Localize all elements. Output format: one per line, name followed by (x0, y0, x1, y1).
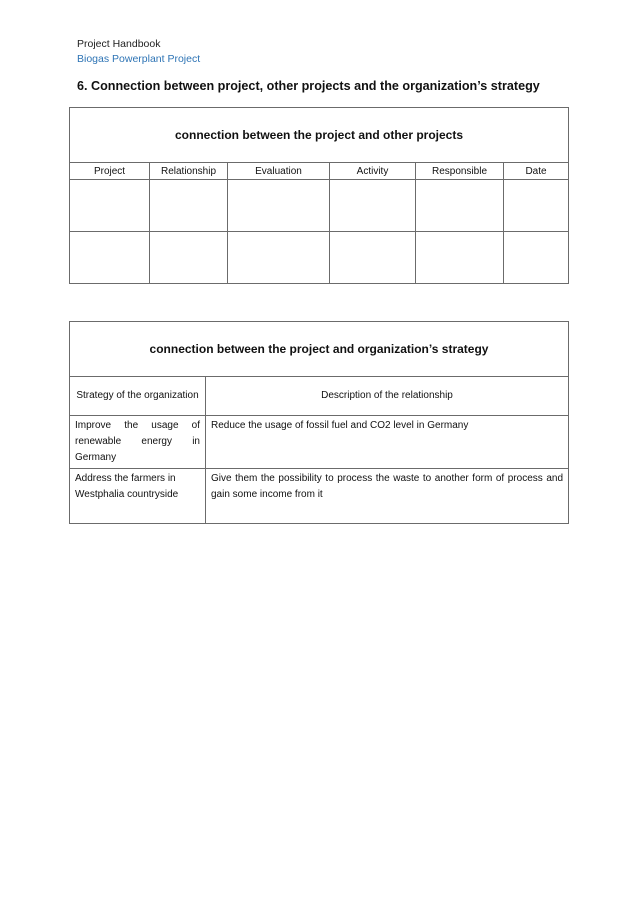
table-cell (150, 232, 228, 284)
column-header-evaluation: Evaluation (228, 163, 330, 180)
table-cell (70, 232, 150, 284)
column-header-date: Date (504, 163, 569, 180)
header-project-handbook: Project Handbook (77, 38, 161, 50)
table-cell (504, 180, 569, 232)
column-header-relationship: Relationship (150, 163, 228, 180)
table-row (70, 180, 569, 232)
table-cell (228, 232, 330, 284)
description-cell: Reduce the usage of fossil fuel and CO2 level in Germany (206, 416, 569, 469)
column-header-description: Description of the relationship (206, 377, 569, 416)
table-cell (416, 180, 504, 232)
other-projects-table (69, 107, 569, 284)
table-caption: connection between the project and other projects (70, 108, 569, 163)
table-cell (330, 180, 416, 232)
table-cell (70, 180, 150, 232)
table-cell (330, 232, 416, 284)
table-cell (416, 232, 504, 284)
table-row (70, 416, 569, 469)
table-caption: connection between the project and organization’s strategy (70, 322, 569, 377)
column-header-project: Project (70, 163, 150, 180)
table-cell (150, 180, 228, 232)
column-header-strategy: Strategy of the organization (70, 377, 206, 416)
header-project-name: Biogas Powerplant Project (77, 53, 201, 65)
description-cell: Give them the possibility to process the waste to another form of process and gain some income from it (206, 469, 569, 524)
table-cell (504, 232, 569, 284)
section-title: 6. Connection between project, other projects and the organization’s strategy (77, 79, 540, 93)
column-header-responsible: Responsible (416, 163, 504, 180)
table-row (70, 232, 569, 284)
organization-strategy-table (69, 321, 569, 524)
table-row (70, 469, 569, 524)
table-cell (228, 180, 330, 232)
strategy-cell: Address the farmers in Westphalia countryside (70, 469, 206, 524)
column-header-activity: Activity (330, 163, 416, 180)
strategy-cell: Improve the usage of renewable energy in Germany (70, 416, 206, 469)
